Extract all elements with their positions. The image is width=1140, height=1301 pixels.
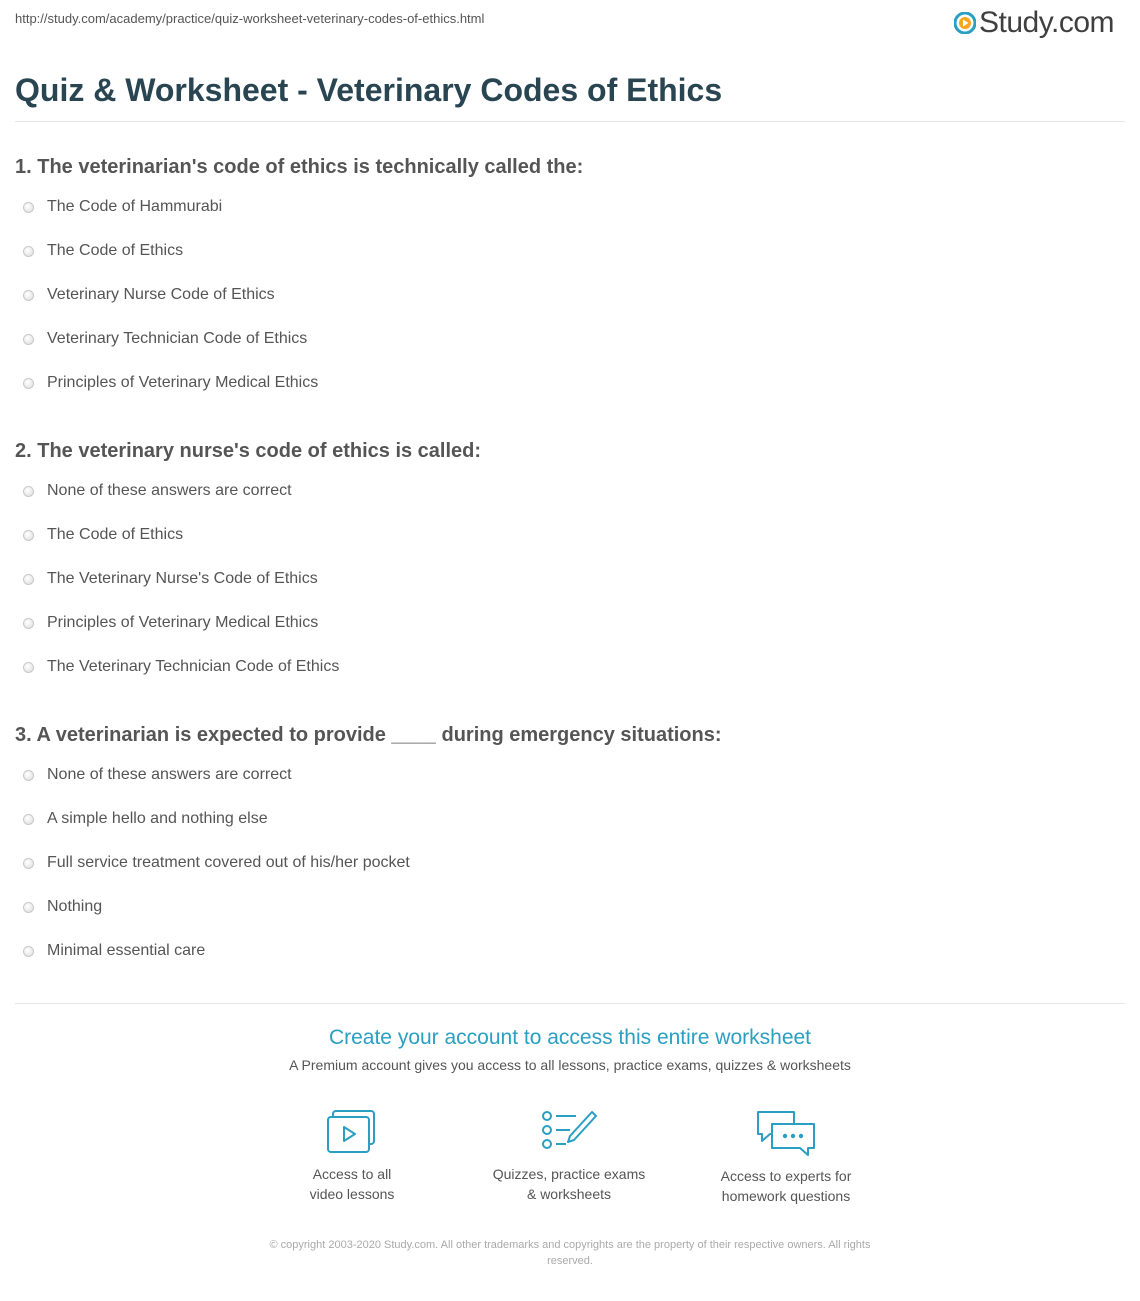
answer-option[interactable]: [15, 645, 339, 689]
answer-label: The Code of Ethics: [47, 242, 184, 259]
create-account-link[interactable]: Create your account to access this entire worksheet: [328, 1026, 812, 1049]
answer-option[interactable]: [15, 929, 410, 973]
answer-option[interactable]: [15, 601, 339, 645]
answer-options: [15, 469, 339, 689]
answer-label: The Veterinary Nurse's Code of Ethics: [47, 570, 318, 587]
page-title: Quiz & Worksheet - Veterinary Codes of Ethics: [15, 72, 723, 108]
answer-option[interactable]: [15, 753, 410, 797]
answer-label: Veterinary Technician Code of Ethics: [47, 330, 308, 347]
answer-option[interactable]: [15, 469, 339, 513]
answer-option[interactable]: [15, 557, 339, 601]
answer-option[interactable]: [15, 361, 318, 405]
question-1: [15, 154, 1125, 391]
radio-button[interactable]: [23, 814, 34, 825]
page-url: http://study.com/academy/practice/quiz-worksheet-veterinary-codes-of-ethics.html: [15, 11, 485, 26]
answer-label: Full service treatment covered out of his/her pocket: [47, 854, 410, 871]
answer-option[interactable]: [15, 317, 318, 361]
top-bar: [15, 0, 1125, 44]
radio-button[interactable]: [23, 202, 34, 213]
feature-text-line: video lessons: [309, 1186, 395, 1202]
radio-button[interactable]: [23, 378, 34, 389]
question-2: [15, 438, 1125, 675]
logo-text: Study.com: [979, 6, 1114, 39]
answer-label: Minimal essential care: [47, 942, 206, 959]
answer-option[interactable]: [15, 513, 339, 557]
study-logo[interactable]: [954, 6, 1114, 40]
question-3: [15, 722, 1125, 959]
feature-quizzes: [469, 1108, 669, 1204]
answer-option[interactable]: [15, 797, 410, 841]
answer-option[interactable]: [15, 841, 410, 885]
radio-button[interactable]: [23, 858, 34, 869]
answer-label: A simple hello and nothing else: [47, 810, 268, 827]
copyright-notice: [0, 1237, 1140, 1269]
answer-label: The Code of Ethics: [47, 526, 184, 543]
answer-label: None of these answers are correct: [47, 766, 292, 783]
answer-label: Veterinary Nurse Code of Ethics: [47, 286, 275, 303]
video-lessons-icon: [325, 1108, 379, 1156]
copyright-line: reserved.: [547, 1255, 593, 1267]
radio-button[interactable]: [23, 618, 34, 629]
answer-label: The Veterinary Technician Code of Ethics: [47, 658, 340, 675]
answer-label: Nothing: [47, 898, 103, 915]
answer-options: [15, 753, 410, 973]
radio-button[interactable]: [23, 946, 34, 957]
feature-text-line: Quizzes, practice exams: [492, 1166, 646, 1182]
radio-button[interactable]: [23, 334, 34, 345]
radio-button[interactable]: [23, 290, 34, 301]
radio-button[interactable]: [23, 662, 34, 673]
answer-option[interactable]: [15, 885, 410, 929]
feature-experts: [686, 1108, 886, 1206]
answer-label: Principles of Veterinary Medical Ethics: [47, 374, 319, 391]
answer-label: The Code of Hammurabi: [47, 198, 223, 215]
answer-label: Principles of Veterinary Medical Ethics: [47, 614, 319, 631]
quiz-checklist-icon: [540, 1108, 598, 1156]
play-circle-icon: [954, 12, 976, 34]
premium-description: A Premium account gives you access to all lessons, practice exams, quizzes & worksheets: [289, 1057, 851, 1073]
question-text: 2. The veterinary nurse's code of ethics is called:: [15, 440, 482, 462]
radio-button[interactable]: [23, 486, 34, 497]
answer-option[interactable]: [15, 273, 318, 317]
title-divider: [15, 121, 1125, 122]
question-text: 3. A veterinarian is expected to provide ____ during emergency situations:: [15, 724, 722, 746]
radio-button[interactable]: [23, 574, 34, 585]
radio-button[interactable]: [23, 902, 34, 913]
feature-text-line: Access to experts for: [720, 1168, 852, 1184]
radio-button[interactable]: [23, 770, 34, 781]
radio-button[interactable]: [23, 246, 34, 257]
answer-option[interactable]: [15, 229, 318, 273]
question-text: 1. The veterinarian's code of ethics is technically called the:: [15, 156, 584, 178]
cta-divider: [15, 1003, 1125, 1004]
feature-text-line: homework questions: [721, 1188, 851, 1204]
answer-label: None of these answers are correct: [47, 482, 292, 499]
feature-text-line: Access to all: [312, 1166, 392, 1182]
feature-video-lessons: [252, 1108, 452, 1204]
radio-button[interactable]: [23, 530, 34, 541]
answer-options: [15, 185, 318, 405]
feature-text-line: & worksheets: [526, 1186, 612, 1202]
chat-bubbles-icon: [754, 1108, 818, 1158]
copyright-line: © copyright 2003-2020 Study.com. All other trademarks and copyrights are the property of their respective owners. All rights: [269, 1239, 871, 1251]
answer-option[interactable]: [15, 185, 318, 229]
